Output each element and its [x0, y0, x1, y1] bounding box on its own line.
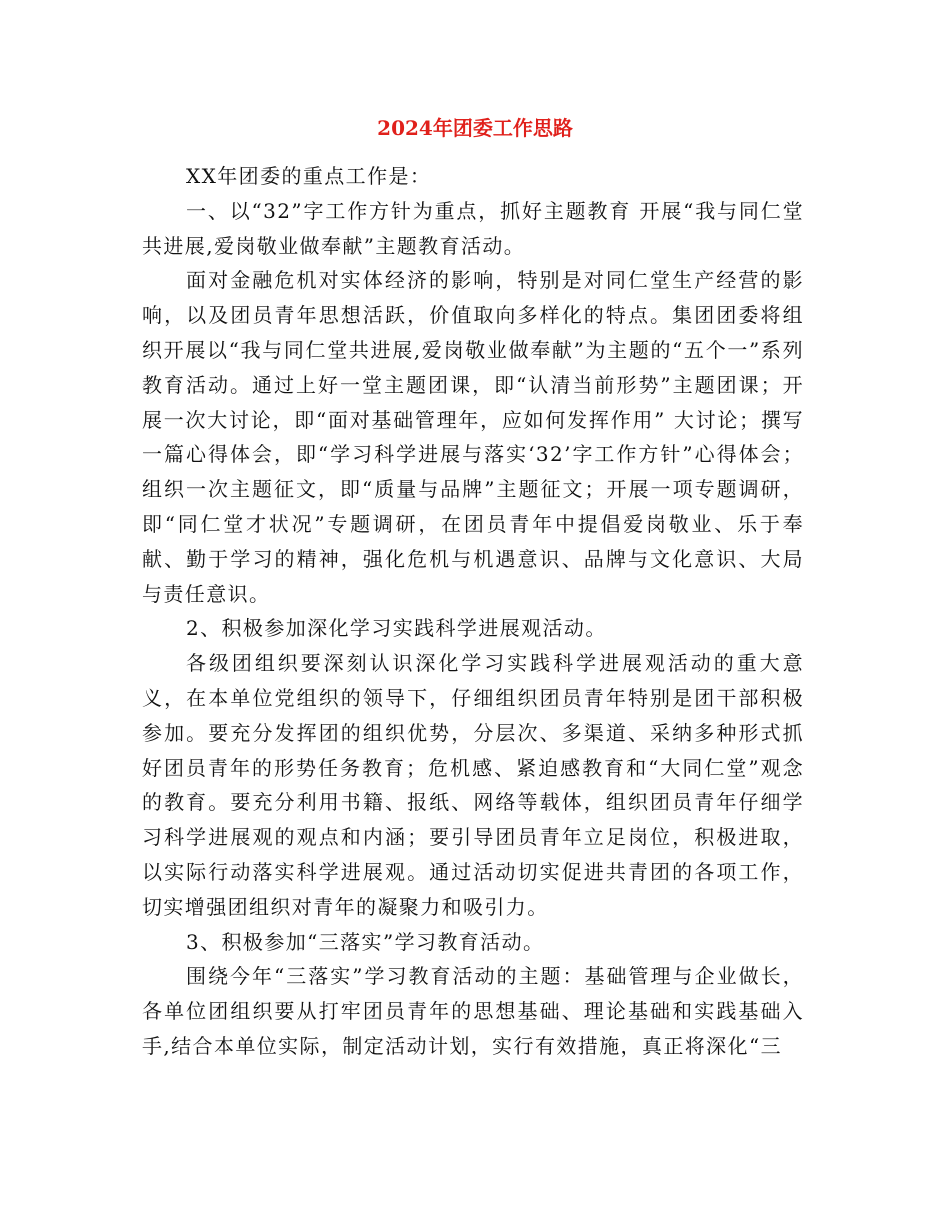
paragraph-intro: XX年团委的重点工作是： — [186, 164, 432, 188]
document-body — [142, 159, 804, 1064]
paragraph-item-2-body: 各级团组织要深刻认识深化学习实践科学进展观活动的重大意义，在本单位党组织的领导下，仔细组织团员青年特别是团干部积极参加。要充分发挥团的组织优势，分层次、多渠道、采纳多种形式抓好团员青年的形势任务教育；危机感、紧迫感教育和“大同仁堂”观念的教育。要充分利用书籍、报纸、网络等载体，组织团员青年仔细学习科学进展观的观点和内涵；要引导团员青年立足岗位，积极进取，以实际行动落实科学进展观。通过活动切实促进共青团的各项工作，切实增强团组织对青年的凝聚力和吸引力。 — [142, 651, 804, 919]
document-title: 2024年团委工作思路 — [377, 116, 573, 140]
paragraph-item-3-body: 围绕今年“三落实”学习教育活动的主题：基础管理与企业做长，各单位团组织要从打牢团员青年的思想基础、理论基础和实践基础入手,结合本单位实际，制定活动计划，实行有效措施，真正将深化“三 — [142, 964, 804, 1058]
paragraph-item-2-heading: 2、积极参加深化学习实践科学进展观活动。 — [186, 616, 607, 641]
paragraph-item-1-heading: 一、以“32”字工作方针为重点，抓好主题教育 开展“我与同仁堂共进展,爱岗敬业做奉献”主题教育活动。 — [142, 198, 804, 258]
paragraph-item-3-heading: 3、积极参加“三落实”学习教育活动。 — [186, 929, 545, 954]
paragraph-item-1-body: 面对金融危机对实体经济的影响，特别是对同仁堂生产经营的影响，以及团员青年思想活跃，价值取向多样化的特点。集团团委将组织开展以“我与同仁堂共进展,爱岗敬业做奉献”为主题的“五个一”系列教育活动。通过上好一堂主题团课，即“认清当前形势”主题团课；开展一次大讨论，即“面对基础管理年，应如何发挥作用” 大讨论；撰写一篇心得体会，即“学习科学进展与落实‘32’字工作方针”心得体会；组织一次主题征文，即“质量与品牌”主题征文；开展一项专题调研，即“同仁堂才状况”专题调研，在团员青年中提倡爱岗敬业、乐于奉献、勤于学习的精神，强化危机与机遇意识、品牌与文化意识、大局与责任意识。 — [142, 268, 804, 606]
